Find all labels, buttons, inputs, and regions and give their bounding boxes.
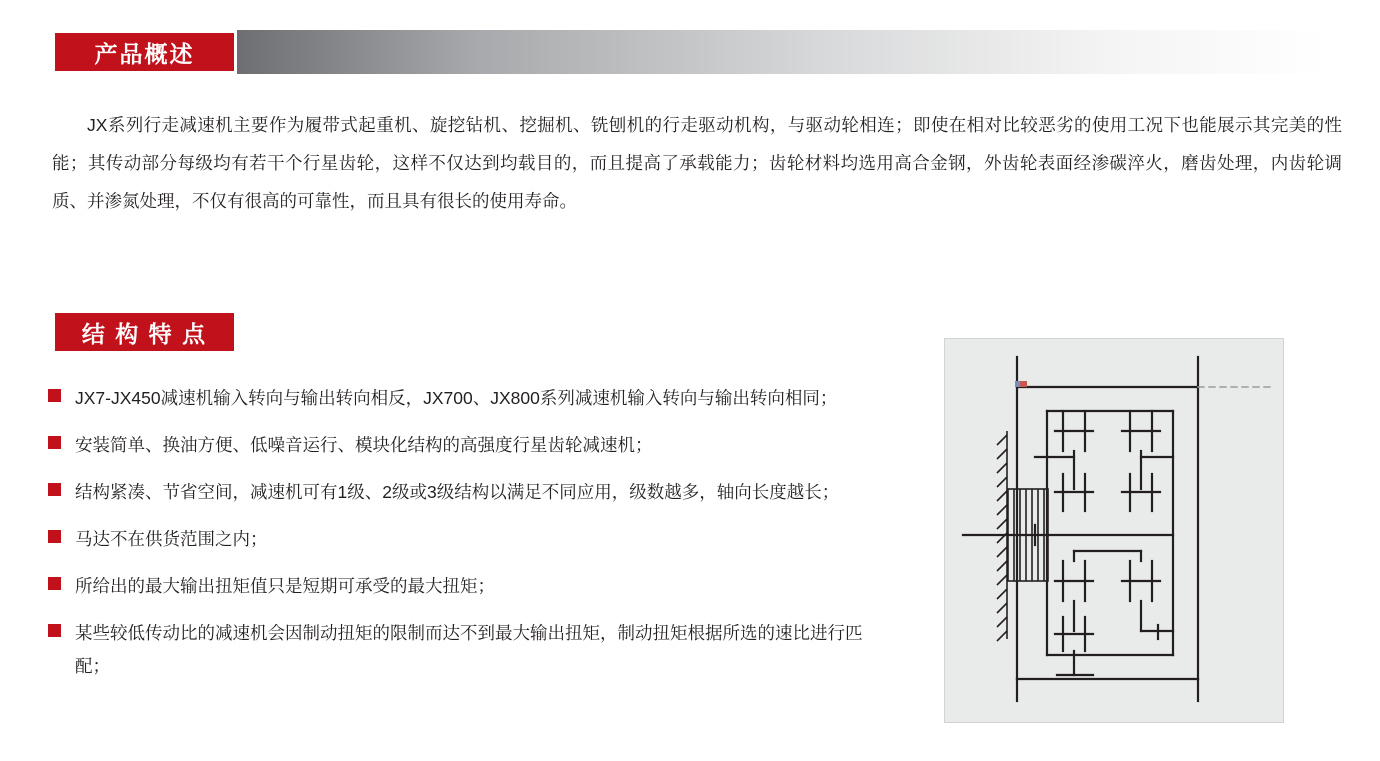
- square-bullet-icon: [48, 389, 61, 402]
- square-bullet-icon: [48, 530, 61, 543]
- gearbox-schematic-icon: [945, 339, 1283, 722]
- section-header-overview: [52, 30, 1327, 74]
- feature-text: 某些较低传动比的减速机会因制动扭矩的限制而达不到最大输出扭矩，制动扭矩根据所选的速比进行匹配；: [75, 623, 863, 676]
- feature-list: [48, 382, 888, 697]
- feature-text: 马达不在供货范围之内；: [75, 529, 268, 549]
- gearbox-schematic-panel: [944, 338, 1284, 723]
- section-header-structure: [52, 310, 237, 354]
- square-bullet-icon: [48, 624, 61, 637]
- feature-text: 所给出的最大输出扭矩值只是短期可承受的最大扭矩；: [75, 576, 495, 596]
- overview-paragraph: JX系列行走减速机主要作为履带式起重机、旋挖钻机、挖掘机、铣刨机的行走驱动机构，与驱动轮相连；即使在相对比较恶劣的使用工况下也能展示其完美的性能；其传动部分每级均有若干个行星齿轮，这样不仅达到均载目的，而且提高了承载能力；齿轮材料均选用高合金钢，外齿轮表面经渗碳淬火，磨齿处理，内齿轮调质、并渗氮处理，不仅有很高的可靠性，而且具有很长的使用寿命。: [52, 115, 1342, 211]
- square-bullet-icon: [48, 436, 61, 449]
- feature-text: 安装简单、换油方便、低噪音运行、模块化结构的高强度行星齿轮减速机；: [75, 435, 653, 455]
- list-item: [48, 476, 888, 509]
- list-item: [48, 617, 888, 683]
- list-item: [48, 523, 888, 556]
- list-item: [48, 429, 888, 462]
- header-gradient-bar: [237, 30, 1327, 74]
- section-title-structure: 结 构 特 点: [52, 310, 237, 354]
- section-title-overview: 产品概述: [52, 30, 237, 74]
- feature-text: 结构紧凑、节省空间，减速机可有1级、2级或3级结构以满足不同应用，级数越多，轴向长度越长；: [75, 482, 840, 502]
- list-item: [48, 382, 888, 415]
- square-bullet-icon: [48, 577, 61, 590]
- list-item: [48, 570, 888, 603]
- feature-text: JX7-JX450减速机输入转向与输出转向相反，JX700、JX800系列减速机输入转向与输出转向相同；: [75, 388, 838, 408]
- square-bullet-icon: [48, 483, 61, 496]
